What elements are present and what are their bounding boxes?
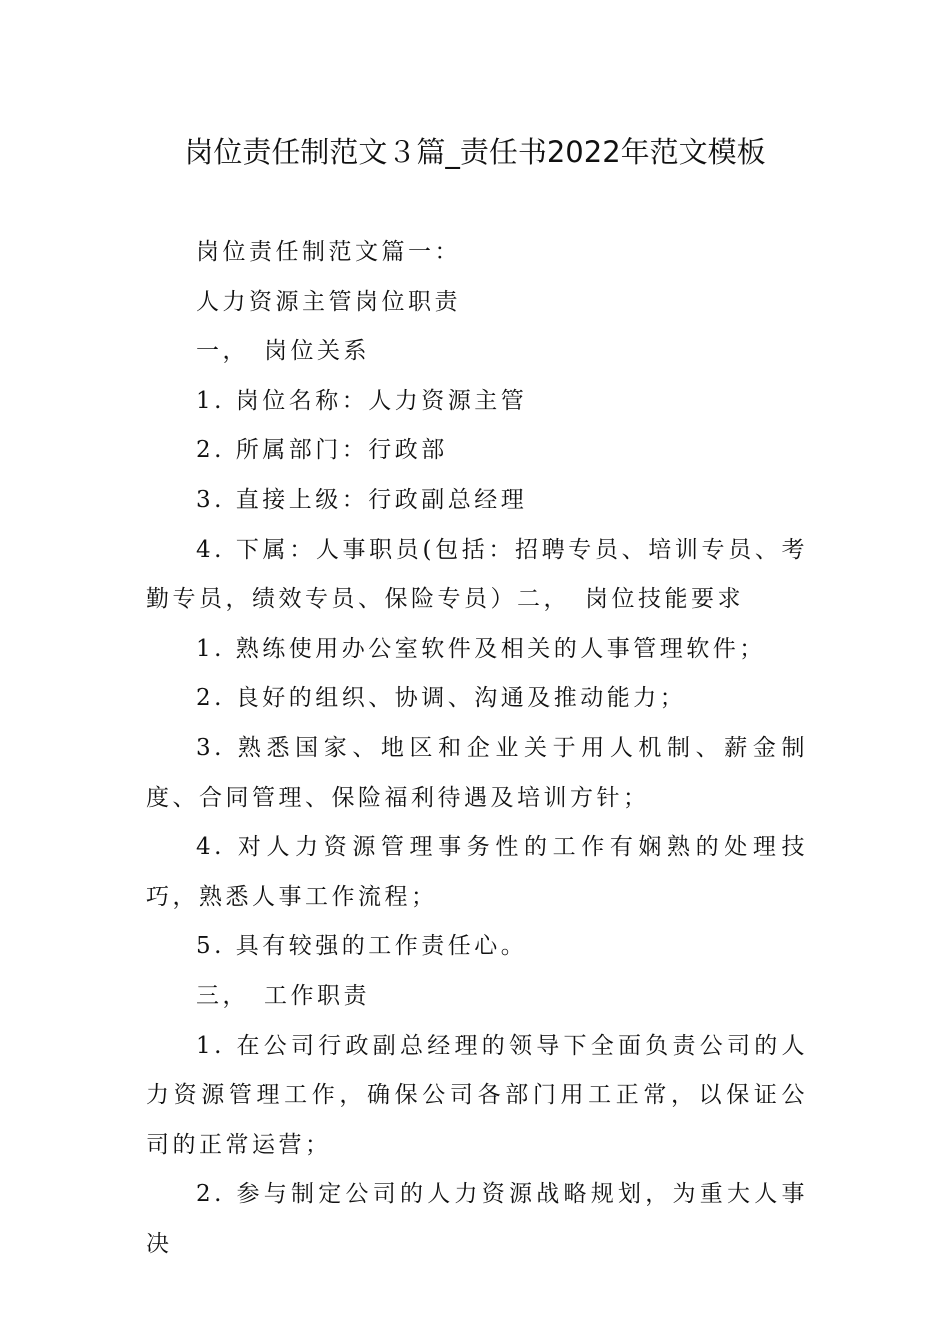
paragraph-position-name: 1. 岗位名称：人力资源主管 [196,387,528,414]
paragraph-section-three: 三， 工作职责 [196,982,370,1009]
paragraph-department: 2. 所属部门：行政部 [196,437,448,464]
paragraph-subordinates: 4. 下属：人事职员(包括：招聘专员、培训专员、考勤专员，绩效专员、保险专员）二， 岗位技能要求 [146,536,808,613]
paragraph-job-title: 人力资源主管岗位职责 [196,288,461,315]
paragraph-skill-4: 4. 对人力资源管理事务性的工作有娴熟的处理技巧，熟悉人事工作流程； [146,834,808,910]
document-title: 岗位责任制范文３篇_责任书2022年范文模板 [184,135,766,169]
paragraph-direct-superior: 3. 直接上级：行政副总经理 [196,486,528,513]
paragraph-skill-1: 1. 熟练使用办公室软件及相关的人事管理软件； [196,635,766,662]
paragraph-heading-part-one: 岗位责任制范文篇一： [196,239,461,265]
paragraph-duty-1: 1. 在公司行政副总经理的领导下全面负责公司的人力资源管理工作，确保公司各部门用工正常，以保证公司的正常运营； [146,1032,808,1158]
paragraph-skill-2: 2. 良好的组织、协调、沟通及推动能力； [196,685,687,712]
paragraph-duty-2: 2. 参与制定公司的人力资源战略规划，为重大人事决 [146,1181,808,1257]
paragraph-skill-3: 3. 熟悉国家、地区和企业关于用人机制、薪金制度、合同管理、保险福利待遇及培训方针； [146,734,808,811]
paragraph-skill-5: 5. 具有较强的工作责任心。 [196,933,528,960]
paragraph-section-one: 一， 岗位关系 [196,338,370,365]
document-body [146,228,808,1269]
